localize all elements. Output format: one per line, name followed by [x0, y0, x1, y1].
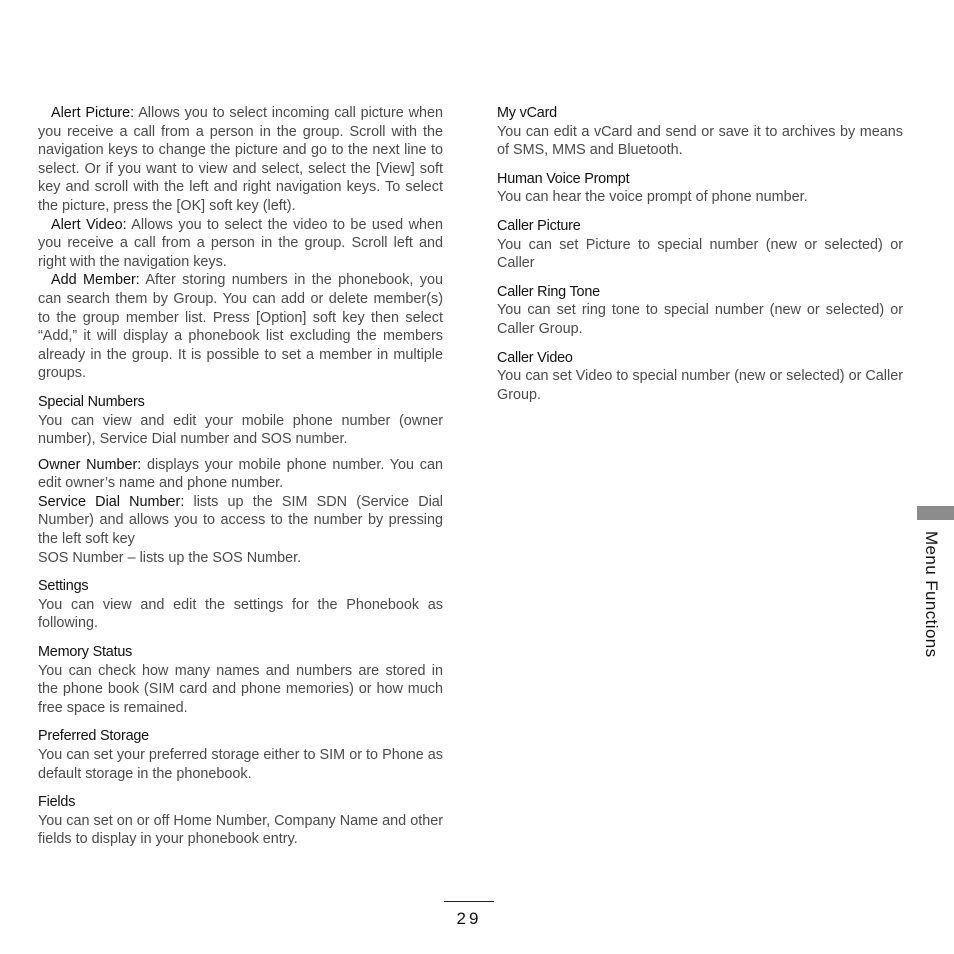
- caller-video-heading: Caller Video: [497, 349, 573, 366]
- fields-heading: Fields: [38, 794, 76, 811]
- page-number-rule: [444, 901, 494, 902]
- human-voice-heading: Human Voice Prompt: [497, 170, 630, 187]
- settings-text: You can view and edit the settings for the Phonebook as following.: [38, 596, 443, 632]
- service-dial-paragraph: [38, 493, 443, 549]
- service-dial-term: Service Dial Number:: [38, 493, 185, 510]
- add-member-term: Add Member:: [51, 272, 140, 289]
- section-side-label: [911, 531, 951, 691]
- preferred-storage-text: You can set your preferred storage either to SIM or to Phone as default storage in the phonebook.: [38, 747, 443, 782]
- sos-number-text: SOS Number – lists up the SOS Number.: [38, 549, 302, 566]
- service-dial-text: lists up the SIM SDN (Service Dial Number) and allows you to access to the number by pressing the left soft key: [38, 493, 443, 548]
- special-numbers-heading: Special Numbers: [38, 393, 145, 410]
- caller-ring-text: You can set ring tone to special number (new or selected) or Caller Group.: [497, 302, 903, 337]
- owner-number-text: displays your mobile phone number. You can edit owner’s name and phone number.: [38, 456, 443, 492]
- memory-status-text: You can check how many names and numbers are stored in the phone book (SIM card and phone memories) or how much free space is remained.: [38, 662, 443, 716]
- alert-picture-text: Allows you to select incoming call picture when you receive a call from a person in the group. Scroll with the navigation keys to change the picture and go to the next line to select. Or if you want to view and select, select the [View] soft key and scroll with the left and right navigation keys. To select the picture, press the [OK] soft key (left).: [38, 105, 443, 214]
- section-side-label-text: Menu Functions: [922, 531, 941, 658]
- right-column: [497, 104, 903, 404]
- fields-text: You can set on or off Home Number, Company Name and other fields to display in your phonebook entry.: [38, 812, 443, 848]
- alert-video-term: Alert Video:: [51, 216, 127, 233]
- caller-picture-heading: Caller Picture: [497, 217, 581, 234]
- human-voice-text: You can hear the voice prompt of phone number.: [497, 189, 808, 206]
- add-member-paragraph: [38, 271, 443, 383]
- page-number: 29: [456, 909, 482, 928]
- caller-picture-text: You can set Picture to special number (new or selected) or Caller: [497, 236, 903, 272]
- caller-video-text: You can set Video to special number (new or selected) or Caller Group.: [497, 368, 903, 403]
- add-member-text: After storing numbers in the phonebook, you can search them by Group. You can add or delete member(s) to the group member list. Press [Option] soft key then select “Add,” it will display a phonebook list excluding the members already in the group. It is possible to set a member in multiple groups.: [38, 272, 443, 382]
- memory-status-heading: Memory Status: [38, 644, 133, 661]
- special-numbers-text: You can view and edit your mobile phone number (owner number), Service Dial number and SOS number.: [38, 412, 443, 448]
- left-column: [38, 104, 443, 849]
- caller-ring-heading: Caller Ring Tone: [497, 283, 600, 300]
- owner-number-paragraph: [38, 456, 443, 493]
- alert-picture-term: Alert Picture:: [51, 105, 135, 121]
- section-tab-marker: [917, 506, 954, 520]
- owner-number-term: Owner Number:: [38, 456, 142, 473]
- alert-video-text: Allows you to select the video to be used when you receive a call from a person in the group. Scroll left and right with the navigation keys.: [38, 216, 444, 270]
- my-vcard-heading: My vCard: [497, 105, 557, 121]
- settings-heading: Settings: [38, 578, 89, 595]
- alert-picture-paragraph: [38, 104, 443, 216]
- alert-video-paragraph: [38, 216, 443, 272]
- my-vcard-text: You can edit a vCard and send or save it to archives by means of SMS, MMS and Bluetooth.: [497, 123, 903, 159]
- preferred-storage-heading: Preferred Storage: [38, 728, 149, 745]
